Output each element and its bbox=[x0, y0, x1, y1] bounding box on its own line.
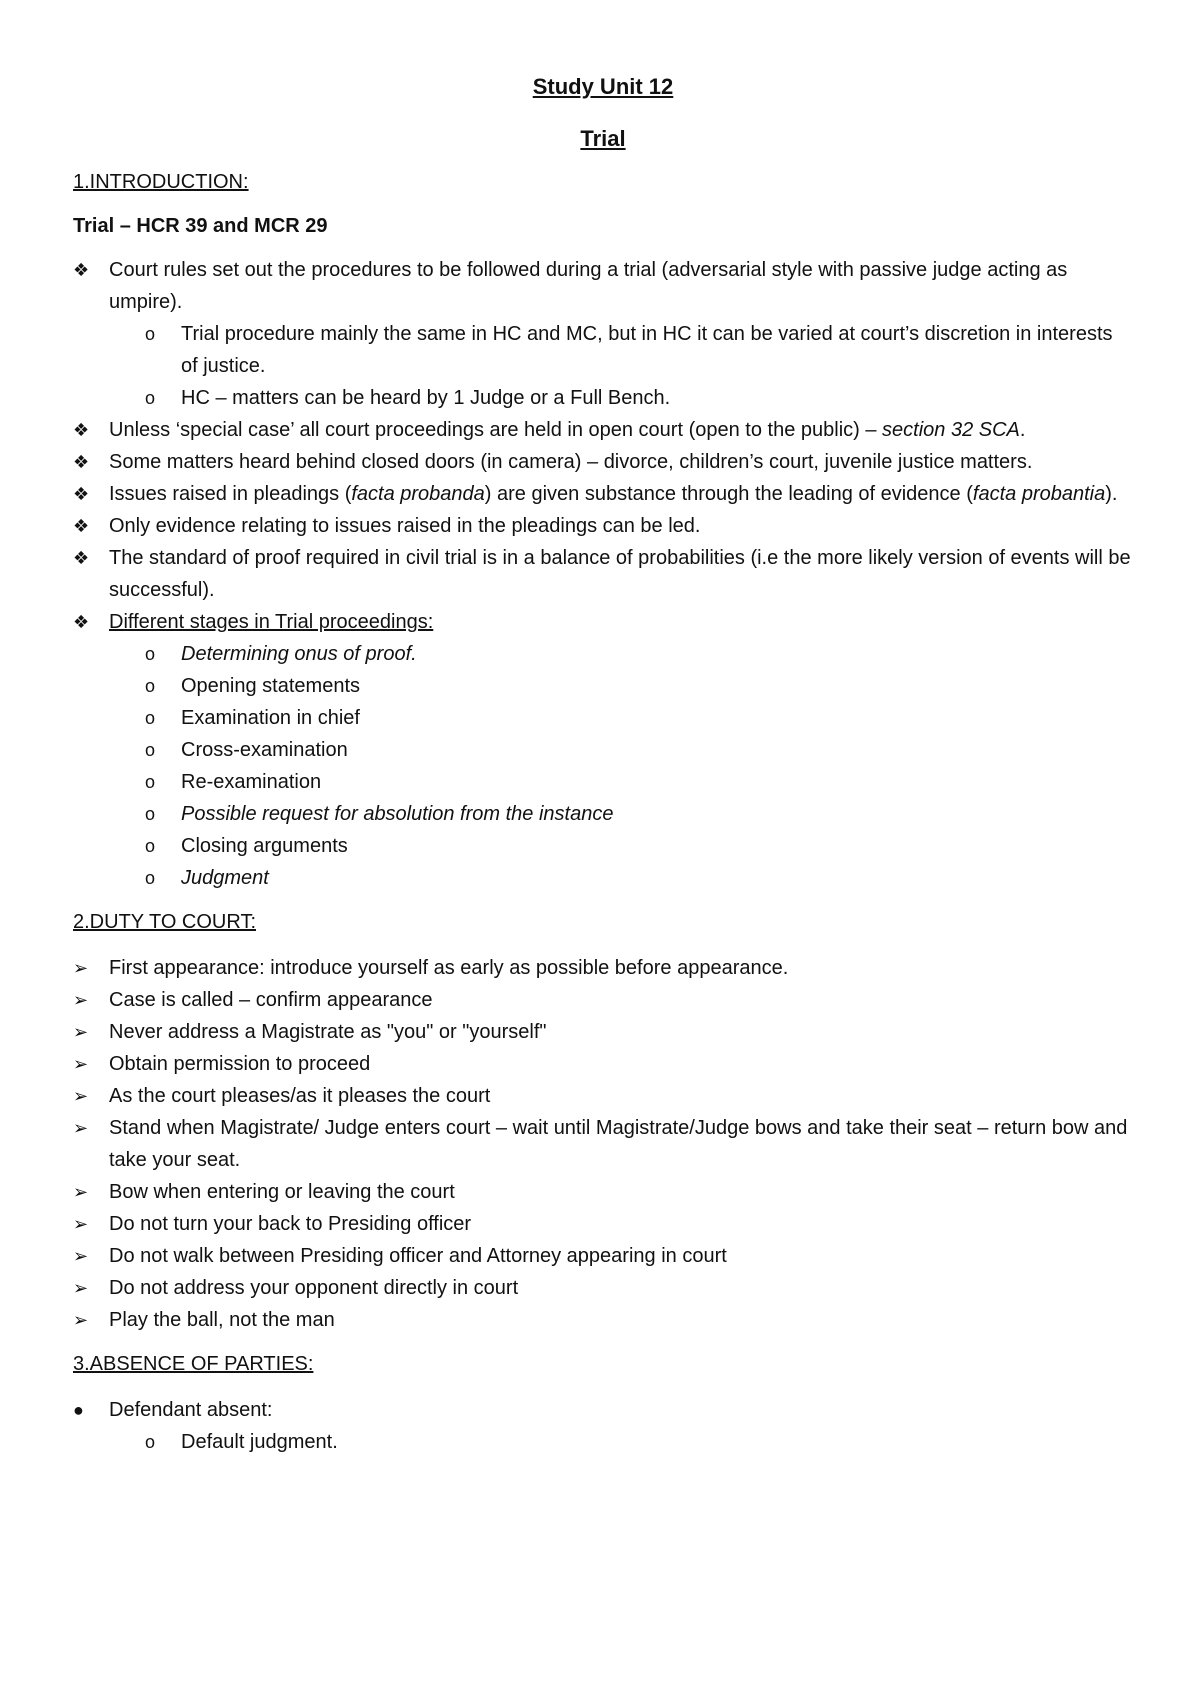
section-heading-introduction: 1.INTRODUCTION: bbox=[73, 171, 249, 193]
circle-bullet-icon: o bbox=[145, 740, 156, 760]
section-heading-duty-to-court: 2.DUTY TO COURT: bbox=[73, 911, 257, 933]
list-item: ❖ Different stages in Trial proceedings: bbox=[73, 606, 1133, 638]
introduction-sublist bbox=[73, 318, 1133, 414]
introduction-list-continued bbox=[73, 414, 1133, 638]
circle-bullet-icon: o bbox=[145, 804, 156, 824]
list-item: ❖ Some matters heard behind closed doors (in camera) – divorce, children’s court, juvenile justice matters. bbox=[73, 446, 1133, 478]
document-subtitle: Trial bbox=[580, 126, 626, 151]
list-item: o Possible request for absolution from the instance bbox=[145, 798, 1133, 830]
diamond-bullet-icon: ❖ bbox=[73, 260, 90, 280]
list-item: o HC – matters can be heard by 1 Judge or a Full Bench. bbox=[145, 382, 1133, 414]
section-subheading-trial: Trial – HCR 39 and MCR 29 bbox=[73, 215, 328, 237]
arrow-bullet-icon: ➢ bbox=[73, 1054, 89, 1074]
list-item: ➢ As the court pleases/as it pleases the court bbox=[73, 1080, 1133, 1112]
arrow-bullet-icon: ➢ bbox=[73, 1214, 89, 1234]
circle-bullet-icon: o bbox=[145, 836, 156, 856]
list-item: ❖ Issues raised in pleadings (facta probanda) are given substance through the leading of evidence (facta probantia). bbox=[73, 478, 1133, 510]
list-item: ➢ Never address a Magistrate as "you" or "yourself" bbox=[73, 1016, 1133, 1048]
circle-bullet-icon: o bbox=[145, 1432, 156, 1452]
list-item: ➢ Do not turn your back to Presiding officer bbox=[73, 1208, 1133, 1240]
arrow-bullet-icon: ➢ bbox=[73, 990, 89, 1010]
list-item: o Trial procedure mainly the same in HC and MC, but in HC it can be varied at court’s discretion in interests of justice. bbox=[145, 318, 1133, 382]
list-item: ➢ Do not walk between Presiding officer and Attorney appearing in court bbox=[73, 1240, 1133, 1272]
circle-bullet-icon: o bbox=[145, 868, 156, 888]
diamond-bullet-icon: ❖ bbox=[73, 484, 90, 504]
trial-stages-list bbox=[73, 638, 1133, 894]
list-item: o Judgment bbox=[145, 862, 1133, 894]
list-item: ❖ The standard of proof required in civil trial is in a balance of probabilities (i.e the more likely version of events will be successful). bbox=[73, 542, 1133, 606]
list-item: o Opening statements bbox=[145, 670, 1133, 702]
arrow-bullet-icon: ➢ bbox=[73, 1246, 89, 1266]
list-item: ❖ Court rules set out the procedures to be followed during a trial (adversarial style with passive judge acting as umpire). bbox=[73, 254, 1133, 318]
list-item: o Re-examination bbox=[145, 766, 1133, 798]
circle-bullet-icon: o bbox=[145, 676, 156, 696]
document-title: Study Unit 12 bbox=[532, 74, 674, 99]
list-item: ➢ Play the ball, not the man bbox=[73, 1304, 1133, 1336]
dot-bullet-icon: ● bbox=[73, 1400, 84, 1420]
list-item: ➢ Stand when Magistrate/ Judge enters court – wait until Magistrate/Judge bows and take their seat – return bow and take your seat. bbox=[73, 1112, 1133, 1176]
list-item: ❖ Unless ‘special case’ all court proceedings are held in open court (open to the public) – section 32 SCA. bbox=[73, 414, 1133, 446]
diamond-bullet-icon: ❖ bbox=[73, 548, 90, 568]
arrow-bullet-icon: ➢ bbox=[73, 958, 89, 978]
arrow-bullet-icon: ➢ bbox=[73, 1022, 89, 1042]
arrow-bullet-icon: ➢ bbox=[73, 1118, 89, 1138]
list-item: ➢ First appearance: introduce yourself as early as possible before appearance. bbox=[73, 952, 1133, 984]
list-item: o Cross-examination bbox=[145, 734, 1133, 766]
introduction-list bbox=[73, 254, 1133, 318]
duty-to-court-list bbox=[73, 952, 1133, 1336]
absence-of-parties-list bbox=[73, 1394, 1133, 1426]
diamond-bullet-icon: ❖ bbox=[73, 612, 90, 632]
diamond-bullet-icon: ❖ bbox=[73, 420, 90, 440]
document-page bbox=[73, 72, 1133, 1458]
circle-bullet-icon: o bbox=[145, 644, 156, 664]
circle-bullet-icon: o bbox=[145, 388, 156, 408]
list-item: ❖ Only evidence relating to issues raised in the pleadings can be led. bbox=[73, 510, 1133, 542]
list-item: ➢ Bow when entering or leaving the court bbox=[73, 1176, 1133, 1208]
list-item: ➢ Case is called – confirm appearance bbox=[73, 984, 1133, 1016]
diamond-bullet-icon: ❖ bbox=[73, 516, 90, 536]
list-item: o Examination in chief bbox=[145, 702, 1133, 734]
list-item: o Closing arguments bbox=[145, 830, 1133, 862]
absence-of-parties-sublist bbox=[73, 1426, 1133, 1458]
list-item: ● Defendant absent: bbox=[73, 1394, 1133, 1426]
diamond-bullet-icon: ❖ bbox=[73, 452, 90, 472]
arrow-bullet-icon: ➢ bbox=[73, 1182, 89, 1202]
circle-bullet-icon: o bbox=[145, 324, 156, 344]
circle-bullet-icon: o bbox=[145, 708, 156, 728]
list-item: o Default judgment. bbox=[145, 1426, 1133, 1458]
list-item: ➢ Do not address your opponent directly in court bbox=[73, 1272, 1133, 1304]
arrow-bullet-icon: ➢ bbox=[73, 1086, 89, 1106]
arrow-bullet-icon: ➢ bbox=[73, 1278, 89, 1298]
list-item: ➢ Obtain permission to proceed bbox=[73, 1048, 1133, 1080]
arrow-bullet-icon: ➢ bbox=[73, 1310, 89, 1330]
circle-bullet-icon: o bbox=[145, 772, 156, 792]
list-item: o Determining onus of proof. bbox=[145, 638, 1133, 670]
section-heading-absence-of-parties: 3.ABSENCE OF PARTIES: bbox=[73, 1353, 314, 1375]
